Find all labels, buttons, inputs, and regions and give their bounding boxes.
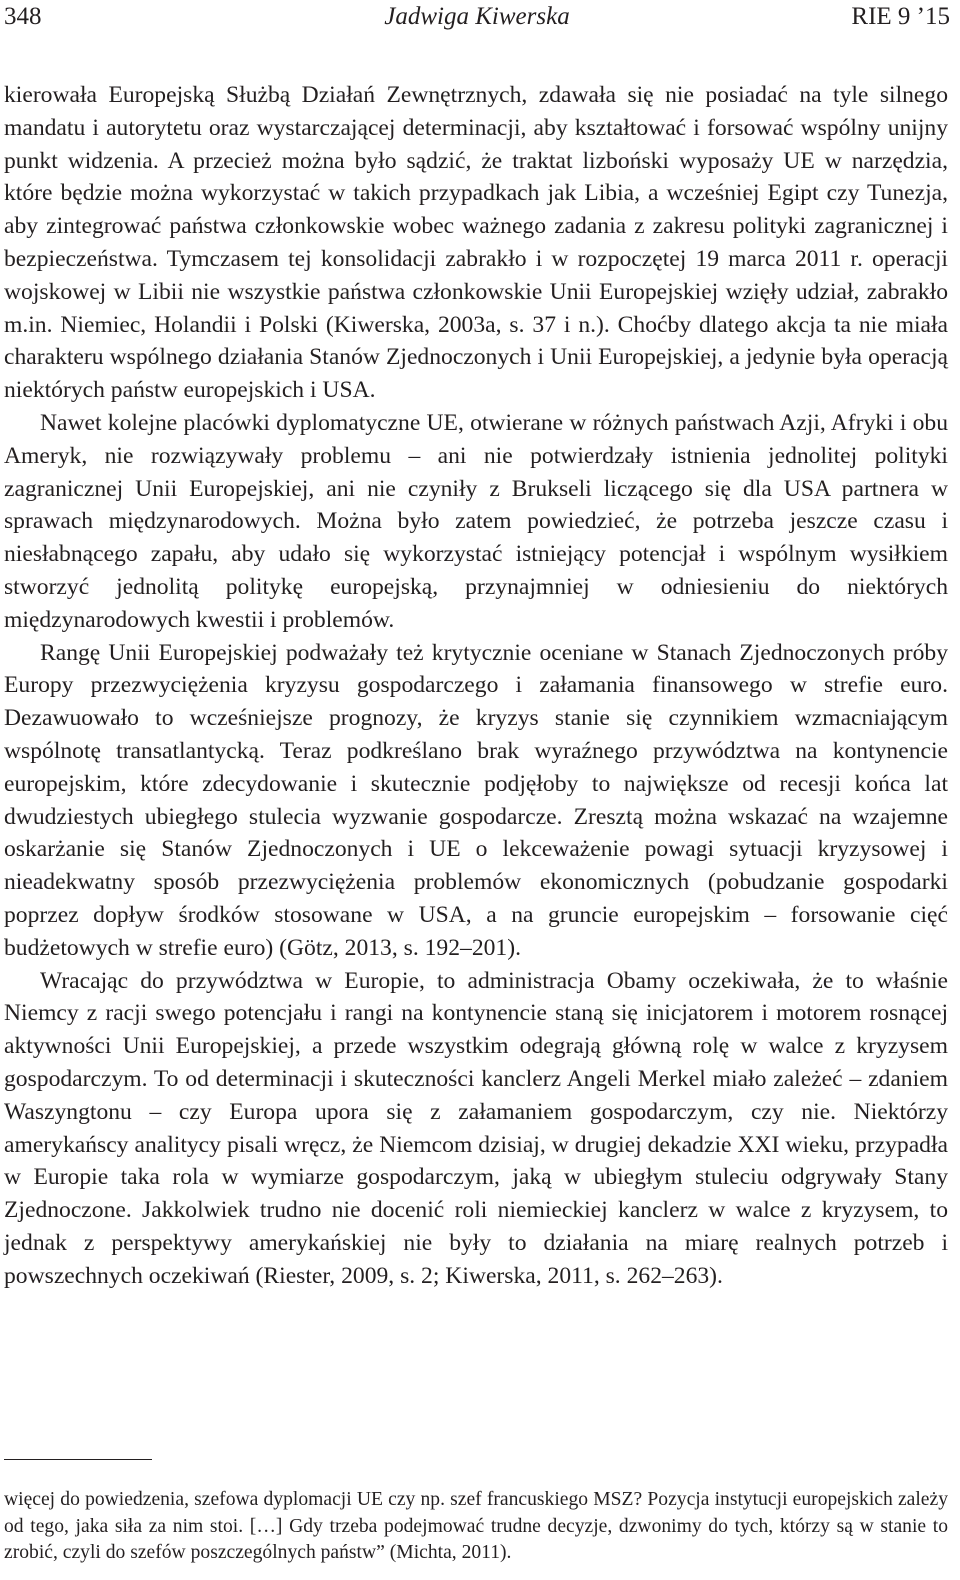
paragraph-3: Rangę Unii Europejskiej podważały też krytycznie oceniane w Stanach Zjednoczonych próby Europy przezwyciężenia kryzysu gospodarczego i załamania finansowego w strefie euro. Dezawuowało to wcześniejsze prognozy, że kryzys stanie się czynnikiem wzmacniającym wspólnotę transatlantycką. Teraz podkreślano brak wyraźnego przywództwa na kontynencie europejskim, które zdecydowanie i skutecznie podjęłoby to największe od recesji końca lat dwudziestych ubiegłego stulecia wyzwanie gospodarcze. Zresztą można wskazać na wzajemne oskarżanie się Stanów Zjednoczonych i UE o lekceważenie powagi sytuacji kryzysowej i nieadekwatny sposób przezwyciężenia problemów ekonomicznych (pobudzanie gospodarki poprzez dopływ środków stosowane w USA, a na gruncie europejskim – forsowanie cięć budżetowych w strefie euro) (Götz, 2013, s. 192–201). (4, 639, 948, 961)
main-text (4, 79, 948, 1292)
footnote-text: więcej do powiedzenia, szefowa dyplomacji UE czy np. szef francuskiego MSZ? Pozycja instytucji europejskich zależy od tego, jaka siła za nim stoi. […] Gdy trzeba podejmować trudne decyzje, dzwonimy do tych, którzy są w stanie to zrobić, czyli do szefów poszczególnych państw” (Michta, 2011). (4, 1489, 948, 1563)
paragraph-1: kierowała Europejską Służbą Działań Zewnętrznych, zdawała się nie posiadać na tyle silnego mandatu i autorytetu oraz wystarczającej determinacji, aby kształtować i forsować wspólny unijny punkt widzenia. A przecież można było sądzić, że traktat lizboński wyposaży UE w narzędzia, które będzie można wykorzystać w takich przypadkach jak Libia, a wcześniej Egipt czy Tunezja, aby zintegrować państwa członkowskie wobec ważnego zadania z zakresu polityki zagranicznej i bezpieczeństwa. Tymczasem tej konsolidacji zabrakło i w rozpoczętej 19 marca 2011 r. operacji wojskowej w Libii nie wszystkie państwa członkowskie Unii Europejskiej wzięły udział, zabrakło m.in. Niemiec, Holandii i Polski (Kiwerska, 2003a, s. 37 i n.). Choćby dlatego akcja ta nie miała charakteru wspólnego działania Stanów Zjednoczonych i Unii Europejskiej, a jedynie była operacją niektórych państw europejskich i USA. (4, 82, 948, 404)
running-head-journal: RIE 9 ’15 (851, 3, 950, 30)
paragraph-2: Nawet kolejne placówki dyplomatyczne UE, otwierane w różnych państwach Azji, Afryki i obu Ameryk, nie rozwiązywały problemu – ani nie potwierdzały istnienia jednolitej polityki zagranicznej Unii Europejskiej, ani nie czyniły z Brukseli liczącego się dla USA partnera w sprawach międzynarodowych. Można było zatem powiedzieć, że potrzeba jeszcze czasu i niesłabnącego zapału, aby udało się wykorzystać istniejący potencjał i wspólnym wysiłkiem stworzyć jednolitą politykę europejską, przynajmniej w odniesieniu do niektórych międzynarodowych kwestii i problemów. (4, 409, 948, 633)
footnote-separator (4, 1459, 152, 1460)
page-number: 348 (4, 3, 42, 30)
paragraph-4: Wracając do przywództwa w Europie, to administracja Obamy oczekiwała, że to właśnie Niemcy z racji swego potencjału i rangi na kontynencie staną się inicjatorem i motorem rosnącej aktywności Unii Europejskiej, a przede wszystkim odegrają główną rolę w walce z kryzysem gospodarczym. To od determinacji i skuteczności kanclerz Angeli Merkel miało zależeć – zdaniem Waszyngtonu – czy Europa upora się z załamaniem gospodarczym, czy nie. Niektórzy amerykańscy analitycy pisali wręcz, że Niemcom dzisiaj, w drugiej dekadzie XXI wieku, przypadła w Europie taka rola w wymiarze gospodarczym, jaką w ubiegłym stuleciu odgrywały Stany Zjednoczone. Jakkolwiek trudno nie docenić roli niemieckiej kanclerz w walce z kryzysem, to jednak z perspektywy amerykańskiej nie były to działania na miarę realnych potrzeb i powszechnych oczekiwań (Riester, 2009, s. 2; Kiwerska, 2011, s. 262–263). (4, 967, 948, 1289)
running-head-author: Jadwiga Kiwerska (384, 3, 570, 30)
running-header (4, 2, 950, 36)
footnote (4, 1487, 948, 1567)
